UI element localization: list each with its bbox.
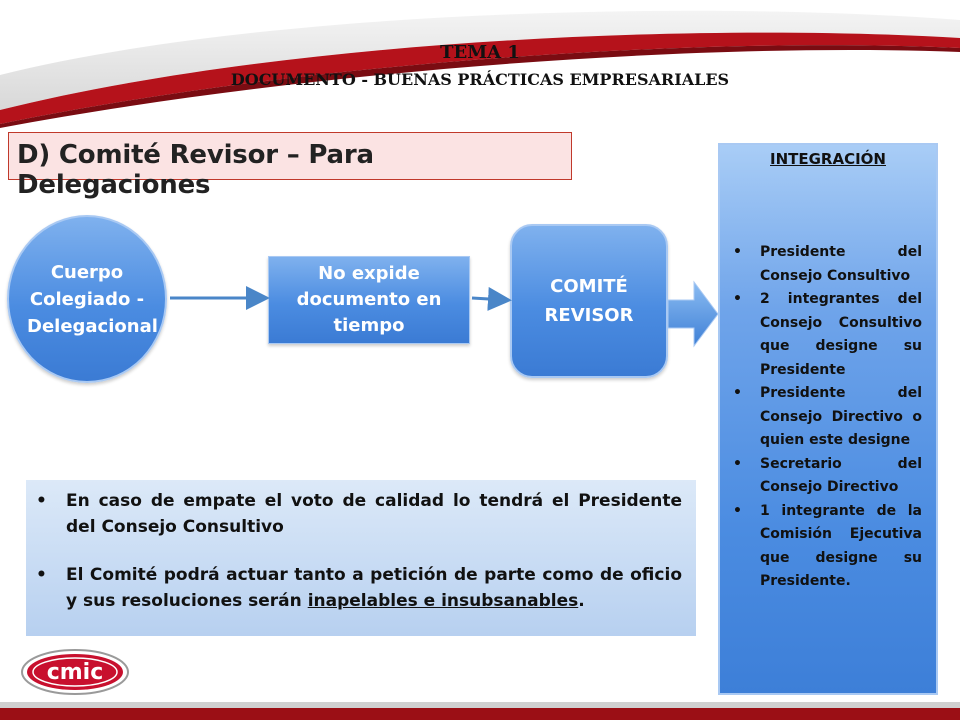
cmic-logo (20, 648, 130, 696)
logo-text: cmic (46, 660, 104, 685)
flow-arrow-2 (472, 298, 506, 300)
header-title-line2: DOCUMENTO - BUENAS PRÁCTICAS EMPRESARIALES (230, 70, 730, 89)
header-title-line1: TEMA 1 (440, 42, 520, 63)
footer-strip (0, 702, 960, 720)
flow-node-comite-revisor (510, 224, 668, 378)
flow-node-comite-revisor-label: COMITÉ REVISOR (544, 276, 634, 326)
integracion-item: • 2 integrantes del Consejo Consultivo que designe su Presidente (720, 288, 936, 382)
section-title: D) Comité Revisor – Para Delegaciones (8, 132, 572, 180)
integracion-heading: INTEGRACIÓN (770, 150, 886, 168)
flow-node-cuerpo-colegiado (7, 215, 167, 383)
note-text-end: . (578, 591, 585, 611)
note-text: El Comité podrá actuar tanto a petición de parte como de oficio y sus resoluciones serán (66, 565, 682, 611)
flow-node-cuerpo-colegiado-label: Cuerpo Colegiado - Delegacional (27, 261, 158, 337)
integracion-item: • Secretario del Consejo Directivo (720, 453, 936, 500)
integracion-item: • Presidente del Consejo Consultivo (720, 241, 936, 288)
notes-box (26, 480, 696, 636)
flow-arrow-3 (668, 282, 718, 346)
note-item: • En caso de empate el voto de calidad lo tendrá el Presidente del Consejo Consultivo (26, 488, 696, 540)
note-underlined-text: inapelables e insubsanables (307, 591, 579, 611)
flow-node-no-expide (268, 256, 470, 344)
flow-node-no-expide-label: No expide documento en tiempo (296, 263, 442, 336)
notes-list (26, 488, 696, 614)
integracion-panel (718, 143, 938, 695)
note-item (26, 562, 696, 614)
integracion-item: • 1 integrante de la Comisión Ejecutiva que designe su Presidente. (720, 500, 936, 594)
integracion-list (720, 241, 936, 594)
integracion-item: • Presidente del Consejo Directivo o quien este designe (720, 382, 936, 453)
